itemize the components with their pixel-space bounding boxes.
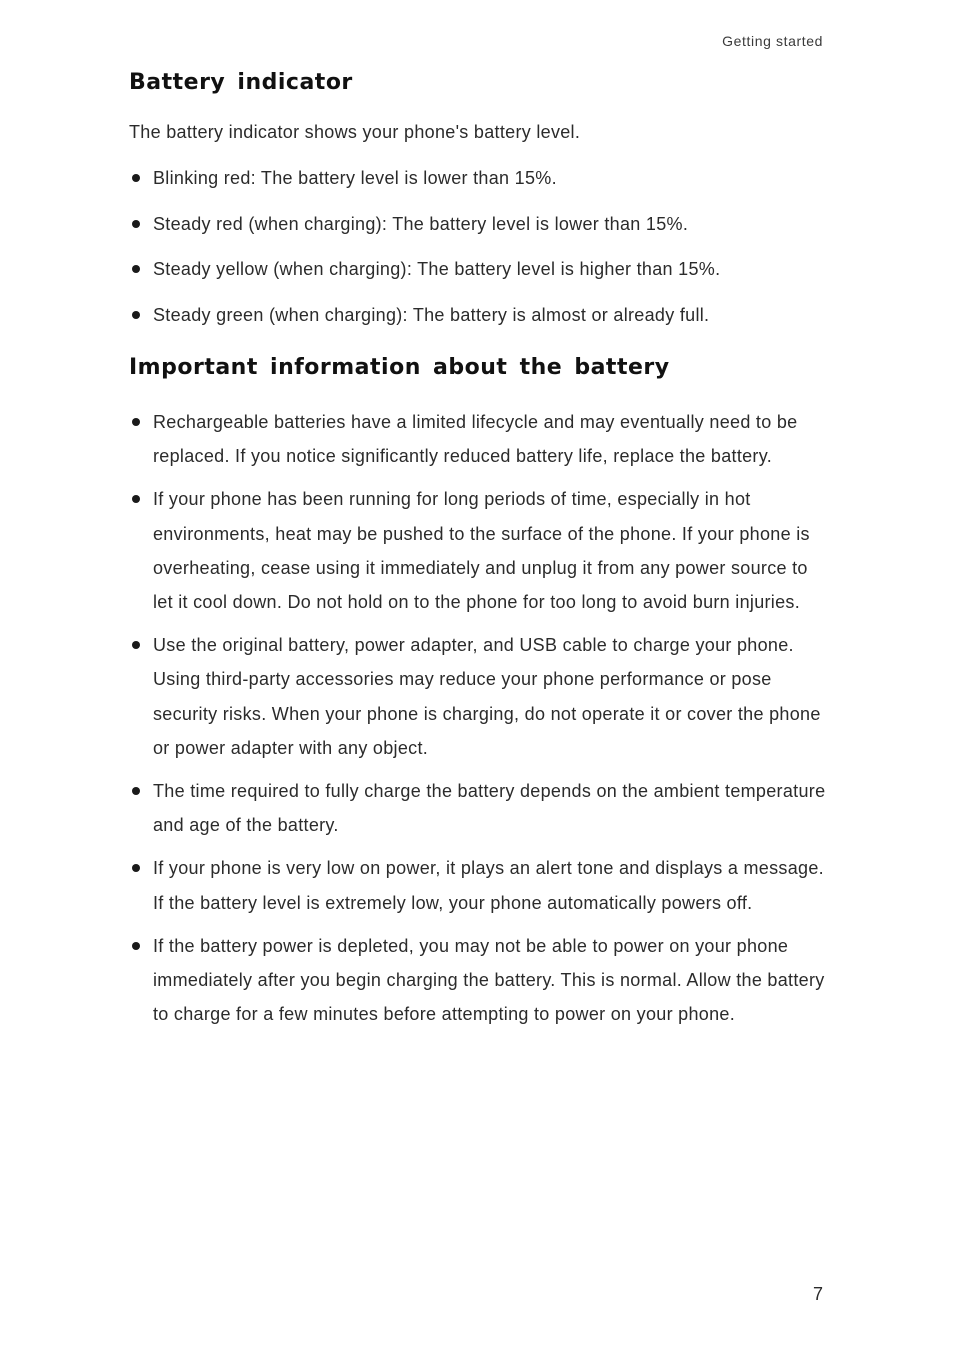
list-item-text: If your phone is very low on power, it plays an alert tone and displays a message. If the battery level is extremely low, your phone automatically powers off. (153, 858, 824, 913)
battery-indicator-intro: The battery indicator shows your phone's battery level. (129, 122, 581, 142)
list-item (129, 209, 829, 255)
running-header: Getting started (722, 33, 823, 49)
list-item-text: Steady red (when charging): The battery level is lower than 15%. (153, 213, 689, 234)
bullet-icon (132, 220, 140, 228)
battery-indicator-list (129, 163, 829, 345)
list-item (129, 254, 829, 300)
bullet-icon (132, 418, 140, 426)
important-info-list (129, 405, 829, 1040)
list-item (129, 163, 829, 209)
important-info-heading: Important information about the battery (129, 355, 670, 380)
list-item (129, 628, 829, 765)
battery-indicator-heading: Battery indicator (129, 70, 353, 95)
list-item (129, 851, 829, 919)
list-item (129, 482, 829, 619)
bullet-icon (132, 942, 140, 950)
list-item-text: If your phone has been running for long periods of time, especially in hot environments, heat may be pushed to the surface of the phone. If your phone is overheating, cease using it immediately and unplug it from any power source to let it cool down. Do not hold on to the phone for too long to avoid burn injuries. (153, 489, 810, 613)
list-item-text: Steady green (when charging): The battery is almost or already full. (153, 304, 710, 325)
list-item-text: If the battery power is depleted, you may not be able to power on your phone immediately after you begin charging the battery. This is normal. Allow the battery to charge for a few minutes before attempting to power on your phone. (153, 935, 825, 1025)
bullet-icon (132, 787, 140, 795)
list-item-text: Rechargeable batteries have a limited lifecycle and may eventually need to be replaced. If you notice significantly reduced battery life, replace the battery. (153, 412, 798, 467)
bullet-icon (132, 311, 140, 319)
list-item-text: Use the original battery, power adapter, and USB cable to charge your phone. Using third-party accessories may reduce your phone performance or pose security risks. When your phone is charging, do not operate it or cover the phone or power adapter with any object. (153, 635, 821, 758)
bullet-icon (132, 265, 140, 273)
list-item-text: Steady yellow (when charging): The battery level is higher than 15%. (153, 259, 721, 279)
list-item (129, 774, 829, 842)
list-item (129, 405, 829, 473)
bullet-icon (132, 864, 140, 872)
page-number: 7 (812, 1284, 823, 1304)
list-item-text: Blinking red: The battery level is lower than 15%. (153, 168, 557, 188)
list-item (129, 929, 829, 1032)
bullet-icon (132, 174, 140, 182)
list-item-text: The time required to fully charge the battery depends on the ambient temperature and age of the battery. (153, 781, 826, 836)
bullet-icon (132, 495, 140, 503)
list-item (129, 300, 829, 346)
bullet-icon (132, 641, 140, 649)
